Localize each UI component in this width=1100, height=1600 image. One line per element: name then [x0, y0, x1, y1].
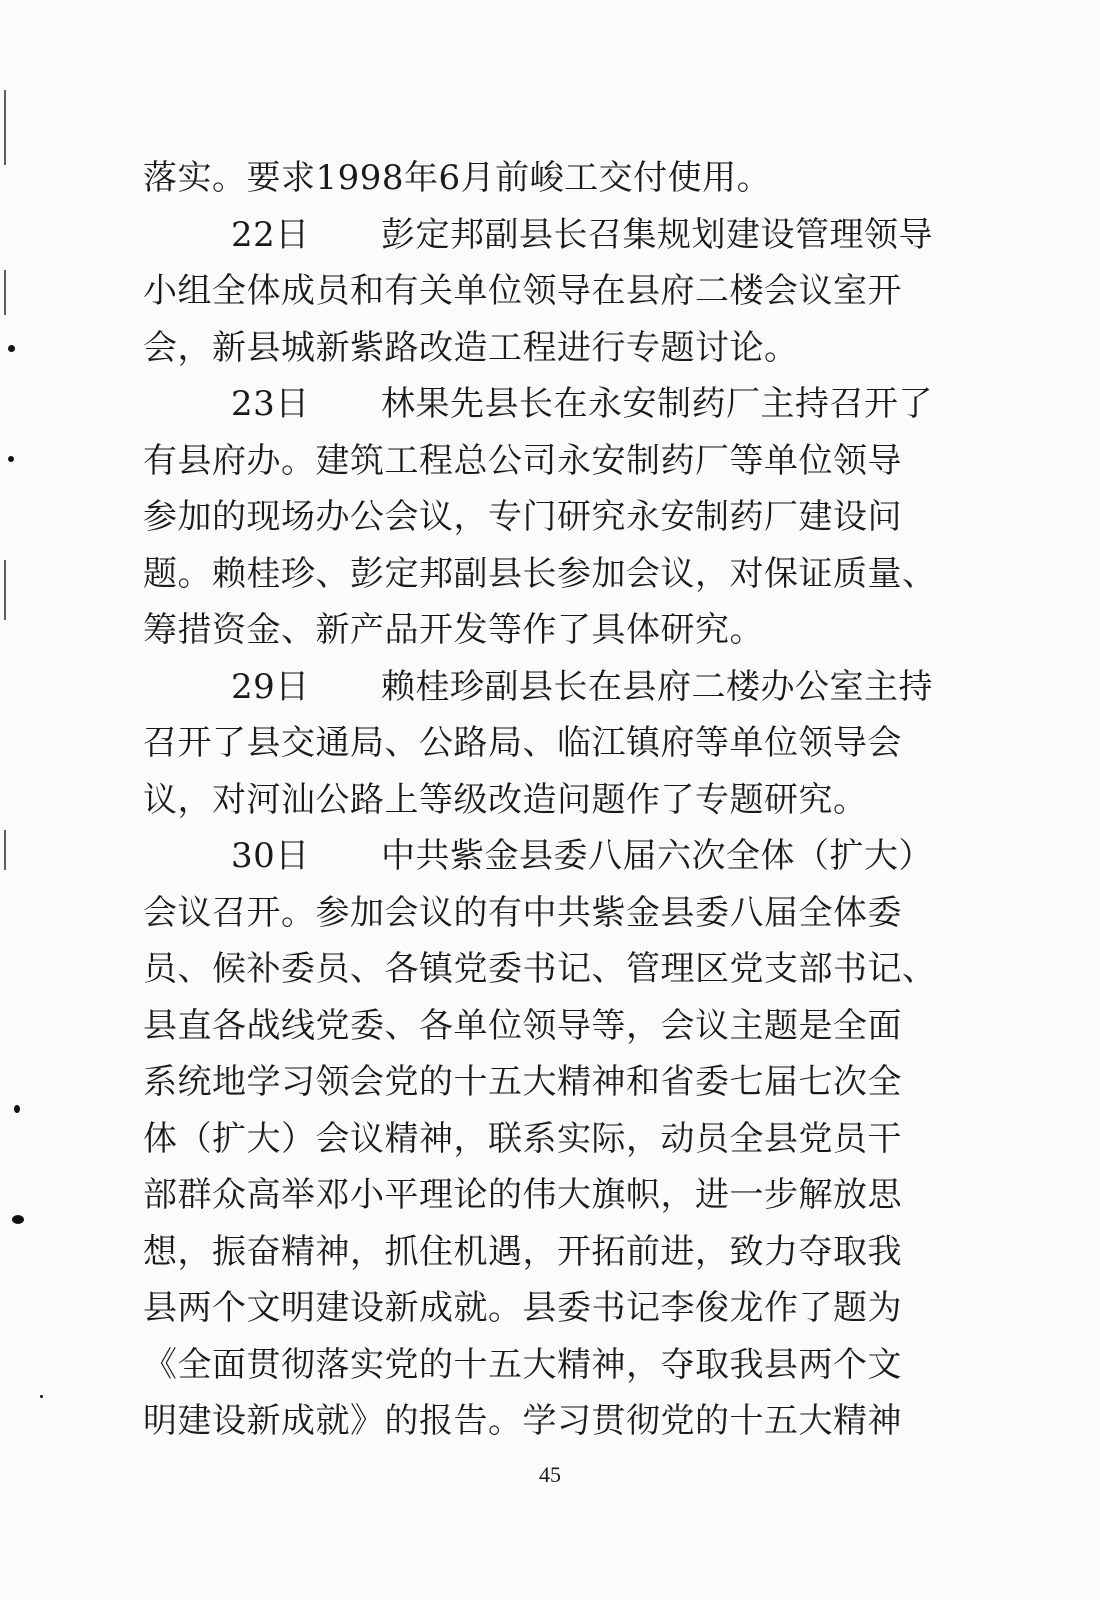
text-line: 想，振奋精神，抓住机遇，开拓前进，致力夺取我 — [143, 1231, 902, 1272]
text-line: 明建设新成就》的报告。学习贯彻党的十五大精神 — [143, 1401, 902, 1441]
text-line: 题。赖桂珍、彭定邦副县长参加会议，对保证质量、 — [143, 553, 937, 594]
scan-margin-mark — [4, 90, 6, 165]
scan-speck — [12, 1215, 24, 1224]
scan-speck — [40, 1395, 43, 1398]
text-line: 员、候补委员、各镇党委书记、管理区党支部书记、 — [143, 949, 937, 989]
entry-text: 赖桂珍副县长在县府二楼办公室主持 — [381, 666, 933, 707]
entry-text: 彭定邦副县长召集规划建设管理领导 — [381, 214, 933, 255]
scan-margin-mark — [4, 270, 6, 315]
date-entry — [143, 376, 993, 433]
date-entry — [143, 828, 993, 885]
entry-day: 23日 — [231, 384, 310, 424]
scan-speck — [8, 345, 15, 352]
text-line: 会议召开。参加会议的有中共紫金县委八届全体委 — [143, 892, 902, 933]
text-line: 体（扩大）会议精神，联系实际，动员全县党员干 — [143, 1118, 902, 1159]
text-line: 筹措资金、新产品开发等作了具体研究。 — [143, 610, 764, 650]
text-line: 县两个文明建设新成就。县委书记李俊龙作了题为 — [143, 1288, 902, 1328]
scan-margin-mark — [4, 560, 6, 620]
entry-text: 中共紫金县委八届六次全体（扩大） — [381, 836, 933, 876]
scan-speck — [14, 1105, 20, 1113]
date-entry — [143, 207, 993, 264]
date-entry — [143, 659, 993, 716]
entry-text: 林果先县长在永安制药厂主持召开了 — [381, 384, 933, 424]
text-line: 有县府办。建筑工程总公司永安制药厂等单位领导 — [143, 440, 902, 481]
text-line: 《全面贯彻落实党的十五大精神，夺取我县两个文 — [143, 1344, 902, 1385]
text-line: 召开了县交通局、公路局、临江镇府等单位领导会 — [143, 723, 902, 763]
text-line: 部群众高举邓小平理论的伟大旗帜，进一步解放思 — [143, 1175, 902, 1215]
text-line: 县直各战线党委、各单位领导等，会议主题是全面 — [143, 1005, 902, 1046]
text-line: 落实。要求1998年6月前峻工交付使用。 — [143, 158, 772, 198]
text-line: 议，对河汕公路上等级改造问题作了专题研究。 — [143, 779, 868, 820]
text-line: 会，新县城新紫路改造工程进行专题讨论。 — [143, 327, 799, 368]
entry-day: 22日 — [231, 214, 310, 255]
entry-day: 30日 — [231, 836, 310, 876]
page-number: 45 — [539, 1462, 561, 1487]
text-line: 参加的现场办公会议，专门研究永安制药厂建设问 — [143, 497, 902, 537]
text-line: 系统地学习领会党的十五大精神和省委七届七次全 — [143, 1062, 902, 1102]
entry-day: 29日 — [231, 666, 310, 707]
scan-margin-mark — [4, 830, 6, 870]
document-body — [143, 150, 993, 1450]
scan-speck — [8, 456, 14, 462]
text-line: 小组全体成员和有关单位领导在县府二楼会议室开 — [143, 271, 902, 311]
